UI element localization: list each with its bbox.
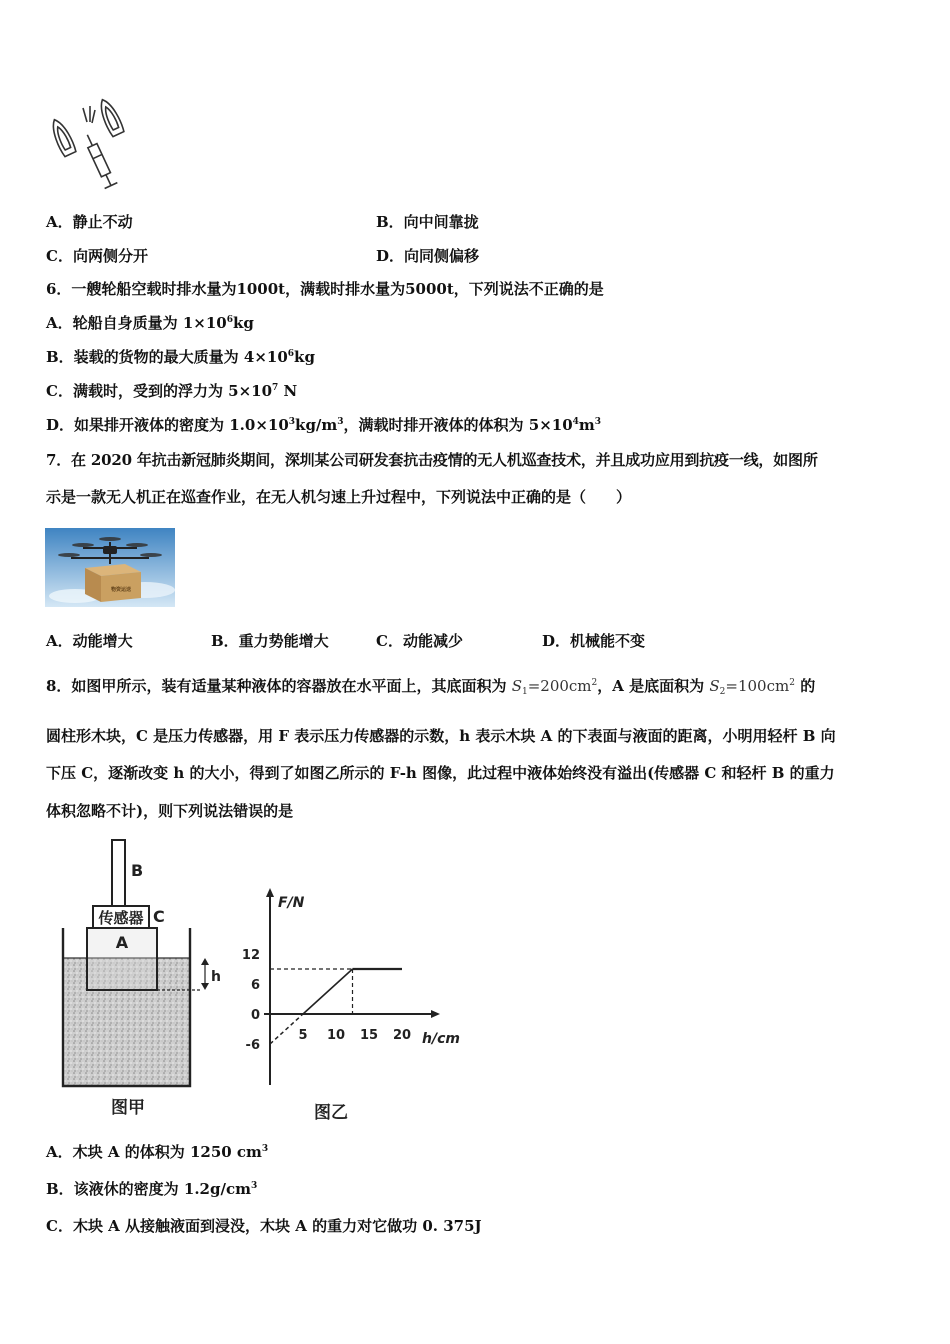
x-tick-label: 10 — [326, 1028, 346, 1043]
q5-option-c: C．向两侧分开 — [46, 247, 148, 265]
y-tick-label: 6 — [250, 978, 260, 993]
label-a: A — [115, 933, 129, 952]
label-c: C — [153, 907, 165, 926]
s1-formula: $S_1=200cm^2$ — [511, 677, 598, 697]
y-tick-label: -6 — [245, 1038, 260, 1053]
q7-option-a: A．动能增大 — [46, 632, 133, 650]
q8-stem-line3: 下压 C，逐渐改变 h 的大小，得到了如图乙所示的 F-h 图像，此过程中液体始终没有溢出(传感器 C 和轻杆 B 的重力 — [46, 764, 835, 782]
y-axis-arrow — [266, 888, 274, 897]
q6-option-a: A．轮船自身质量为 $1\times 10^6kg$ — [46, 314, 254, 332]
y-tick-label: 12 — [241, 948, 260, 963]
q6-option-b: B．装载的货物的最大质量为 $4\times 10^6kg$ — [46, 348, 315, 366]
caption-jia: 图甲 — [111, 1098, 145, 1118]
y-tick-label: 0 — [250, 1008, 260, 1023]
q7-stem-line1: 7．在 2020 年抗击新冠肺炎期间，深圳某公司研发套抗击疫情的无人机巡查技术，并且成功应用到抗疫一线，如图所 — [46, 451, 818, 469]
q7-option-d: D．机械能不变 — [542, 632, 646, 650]
q7-option-c: C．动能减少 — [376, 632, 463, 650]
figure-jia — [55, 838, 235, 1123]
box-label: 物资运送 — [110, 587, 132, 593]
y-axis-label: F/N — [278, 895, 305, 911]
figure-yi-chart — [236, 880, 466, 1125]
q7-stem-line2: 示是一款无人机正在巡查作业，在无人机匀速上升过程中，下列说法中正确的是（ ） — [46, 488, 632, 506]
q8-option-a: A．木块 A 的体积为 1250 $cm^3$ — [46, 1143, 269, 1161]
q8-option-b: B．该液休的密度为 $1.2g/cm^3$ — [46, 1180, 258, 1198]
q5-option-d: D．向同侧偏移 — [376, 247, 480, 265]
s2-formula: $S_2=100cm^2$ — [709, 677, 795, 697]
label-sensor: 传感器 — [98, 909, 144, 927]
q6-option-d: D．如果排开液体的密度为 $1.0\times 10^3kg/m^3$，满载时排开液体的体积为 $5\times 10^4m^3$ — [46, 416, 602, 434]
q6-option-c: C．满载时，受到的浮力为 $5\times 10^7$ N — [46, 382, 298, 400]
caption-yi: 图乙 — [314, 1103, 348, 1123]
q8-stem-line4: 体积忽略不计)，则下列说法错误的是 — [46, 802, 294, 820]
drone-photo — [45, 528, 175, 607]
series-rising-segment — [303, 969, 353, 1014]
q6-stem: 6．一艘轮船空载时排水量为1000t，满载时排水量为5000t，下列说法不正确的是 — [46, 280, 604, 298]
x-axis-arrow — [431, 1010, 440, 1018]
q5-option-a: A．静止不动 — [46, 213, 133, 231]
q8-stem-line1: 8．如图甲所示，装有适量某种液体的容器放在水平面上，其底面积为 $S_1=200cm^2$，A 是底面积为 $S_2=100cm^2$ 的 — [46, 677, 816, 697]
q8-stem-line2: 圆柱形木块，C 是压力传感器，用 F 表示压力传感器的示数，h 表示木块 A 的下表面与液面的距离，小明用轻杆 B 向 — [46, 727, 836, 745]
x-axis-label: h/cm — [422, 1031, 460, 1047]
x-tick-label: 5 — [298, 1028, 308, 1043]
q8-option-c: C．木块 A 从接触液面到浸没，木块 A 的重力对它做功 0. 375J — [46, 1217, 482, 1235]
x-tick-label: 20 — [392, 1028, 412, 1043]
q5-option-b: B．向中间靠拢 — [376, 213, 479, 231]
label-h: h — [211, 969, 221, 985]
q7-option-b: B．重力势能增大 — [211, 632, 329, 650]
boats-syringe-figure — [46, 98, 130, 198]
label-b: B — [131, 861, 144, 880]
x-tick-label: 15 — [359, 1028, 379, 1043]
